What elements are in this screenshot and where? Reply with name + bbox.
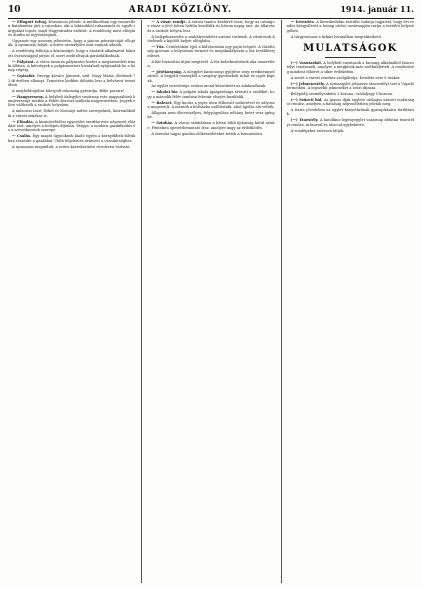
article-paragraph: [147, 101, 274, 110]
article-text: Az egylet vezetősége ezúton mond köszönetet az adakozóknak.: [151, 84, 267, 89]
article-paragraph: [8, 49, 135, 58]
article-paragraph: [287, 129, 414, 133]
article-paragraph: [8, 60, 135, 73]
page-number: 10: [8, 5, 21, 15]
article-lead: — Tűz.: [151, 44, 165, 49]
article-paragraph: [147, 20, 274, 33]
article-text: A helypénzszedés a szabályrendelet szerint történik. A vásárosok kötelesek a kijelölt helyet elfoglalni.: [147, 34, 275, 43]
article-text: Csütörtökön éjjel a külvárosban egy pajta leégett. A tűzoltóság gyorsan a helyszínen termett és megakadályozta a tűz továbbterjedését.: [147, 44, 275, 58]
article-text: Állapota nem életveszélyes, felgyógyulása néhány hetet vesz igénybe.: [147, 110, 275, 120]
column-left: [8, 20, 135, 583]
article-lead: — Jótékonyság.: [151, 69, 183, 74]
issue-date: 1914. január 11.: [340, 4, 414, 14]
article-text: A polgári iskola igazgatósága értesíti a szülőket, hogy a második félév tanítása február elsején kezdődik.: [147, 90, 275, 99]
columns: [8, 20, 414, 583]
article-paragraph: [287, 82, 414, 91]
article-paragraph: [147, 111, 274, 120]
article-paragraph: [287, 35, 414, 39]
article-paragraph: [147, 90, 274, 99]
article-text: Az iparos ifjak egylete utólagos szüreti mulatságot rendez, amelyen a fiatalság népviseletben jelenik meg.: [286, 97, 414, 107]
article-paragraph: [8, 145, 135, 149]
article-text: A kereskedelmi testület tudatja tagjaival, hogy évi rendes közgyűlését a hónap utolsó vasárnapján tartja a testület helyiségében.: [286, 20, 414, 33]
article-paragraph: [287, 61, 414, 74]
article-text: Belépődíj személyenként 2 korona, családjegy 5 korona.: [290, 91, 394, 96]
article-paragraph: [147, 121, 274, 130]
article-paragraph: [8, 39, 135, 48]
article-lead: — Iskolai hír.: [151, 90, 179, 95]
article-paragraph: [287, 98, 414, 107]
article-paragraph: [8, 89, 135, 93]
article-paragraph: [287, 118, 414, 127]
article-paragraph: [8, 120, 135, 133]
article-text: Özvegy Kovács Jánosné, szül. Nagy Mária, életének 72-ik évében elhunyt. Temetése kedden délután lesz a belvárosi temetőben.: [8, 74, 136, 87]
article-lead: — Csalás.: [12, 134, 32, 139]
article-text: A társulat tagjai gondos előkészületeket tettek a bemutatóra.: [151, 131, 264, 136]
article-text: A helybeli vasutasok a farsang alkalmából táncestélyt rendeznek, amelyre a meghívók már szétküldettek. A rendezőség mindent elkövet a siker érdekében.: [286, 60, 414, 74]
article-paragraph: [8, 95, 135, 108]
article-text: A tárgysorozat a titkári hivatalban megtekinthető.: [290, 34, 383, 39]
article-lead: — Baleset.: [151, 100, 173, 105]
article-paragraph: [147, 35, 274, 44]
article-text: A rendőrség felhívja a közönséget, hogy a vásárok alkalmával fokozott óvatossággal járjon el, mert zsebtolvajok garázdálkodnak.: [8, 49, 136, 58]
article-paragraph: [287, 108, 414, 117]
article-lead: (—) Szüreti bál.: [290, 97, 323, 102]
article-paragraph: [147, 84, 274, 88]
article-lead: (—) Vasutasbál.: [290, 60, 322, 65]
article-text: Kvasznicai jelenti: A múltkoriban egy ismeretlen fiatalember járt a városban, aki a lakásokból ruhaneműt és egyéb tárgyakat lopott, majd Nagyváradra szökött. A rendőrség most elfogta és átadta az ügyészségnek.: [8, 20, 136, 38]
article-lead: — Pályázat.: [12, 59, 35, 64]
column-right-top: [287, 20, 414, 39]
article-text: A nyomozás megindult, a tettes kézrekerítése rövidesen várható.: [12, 144, 131, 149]
article-text: Egy kocsis a jeges úton felborult szekerével és súlyosan megsérült. A mentők a kórházba szállították, ahol ápolás alá vették.: [147, 100, 275, 109]
article-text: A városi színházban a héten több újdonság kerül színre. Pénteken operettbemutató lesz, amelyre nagy az érdeklődés.: [147, 121, 275, 130]
article-lead: — Értesítés.: [290, 20, 315, 24]
article-paragraph: [147, 60, 274, 69]
section-rule: [325, 57, 376, 58]
article-paragraph: [287, 76, 414, 80]
article-text: A közművelődési egyesület szerdán este népszerű előadást tart, amelyre a belépés díjtalan. Tárgya: a modern gazdálkodás és a szövetkezetek szerepe.: [8, 119, 136, 133]
article-paragraph: [287, 92, 414, 96]
article-paragraph: [147, 45, 274, 58]
newspaper-title: ARADI KÖZLÖNY.: [128, 5, 233, 15]
article-text: A város tanácsa pályázatot hirdet a megüresedett írnoki állásra. A kérvények a polgármesteri hivatalnál nyújtandók be a hónap végéig.: [8, 59, 136, 73]
article-text: A tiszta jövedelem az egylet könyvtárának gyarapítására fordíttatik.: [286, 108, 414, 117]
section-heading-mulatsagok: MULATSÁGOK: [303, 42, 398, 54]
article-lead: — A vásár rendje.: [151, 20, 187, 24]
article-lead: — Elfogott tolvaj.: [12, 20, 48, 24]
column-right: [281, 20, 414, 583]
article-text: A megboldogultat kiterjedt rokonság gyászolja. Béke poraira!: [12, 88, 125, 93]
article-lead: (—) Jelmezestély.: [290, 81, 325, 86]
article-lead: (—) Teaestély.: [290, 118, 319, 123]
page-header: [8, 4, 414, 19]
article-paragraph: [287, 20, 414, 33]
article-paragraph: [8, 74, 135, 87]
article-text: A tornaegylet jelmezes táncestélyt tart a Vigadó termeiben. A legszebb jelmezeket a zsűri díjazza.: [286, 81, 414, 90]
article-text: A katolikus legényegylet vasárnap délután teaestélyt rendez, műsorral és tánccal egybekötve.: [286, 118, 414, 127]
column-middle: [141, 20, 274, 583]
article-paragraph: [8, 134, 135, 143]
article-paragraph: [147, 132, 274, 136]
article-paragraph: [8, 109, 135, 118]
article-paragraph: [8, 20, 135, 37]
article-text: A vendégeket szívesen látják.: [290, 128, 345, 133]
article-lead: — Előadás.: [12, 119, 34, 124]
article-lead: — Színház.: [151, 121, 174, 126]
article-text: A műsoron Liszt, Erkel és Mosonyi művei szerepelnek, közreműködik a városi zenekar is.: [8, 109, 136, 118]
article-text: A kár biztosítás útján megtérül. A tűz keletkezésének oka ismeretlen.: [147, 59, 275, 68]
article-lead: — Hangverseny.: [12, 94, 44, 99]
article-text: A zenét a városi zenekar szolgáltatja. Kezdete este 8 órakor.: [290, 75, 401, 80]
article-text: A városi tanács közhírré teszi, hogy az országos vásár a jövő héten hétfőn kezdődik és három napig tart. Az állatvásár a szokott helyen lesz.: [147, 20, 275, 33]
article-lead: — Gyászhír.: [12, 74, 36, 79]
article-text: Egy magát ügynöknek kiadó egyén a környékbeli falvakban rászedte a gazdákat. Több feljelentés érkezett a csendőrséghez.: [8, 134, 136, 143]
column-right-bottom: [287, 61, 414, 133]
article-text: Ugyanott egy asszony jelentette, hogy a piacon pénztárcáját ellopták. A nyomozás folyik, a tettes személyére már vannak adatok.: [8, 38, 136, 48]
article-paragraph: [147, 70, 274, 83]
article-text: A nőegylet karácsonyi gyűjtése szép eredménnyel zárult. A begyűlt összegből a szegény gyermekek ruhát és cipőt kaptak.: [147, 69, 275, 83]
article-text: A helybeli dalegylet vasárnap este nagyszabású hangversenyt rendez a Fehér Kereszt szálloda nagytermében. Jegyek előre válthatók a szokott helyeken.: [8, 94, 136, 108]
